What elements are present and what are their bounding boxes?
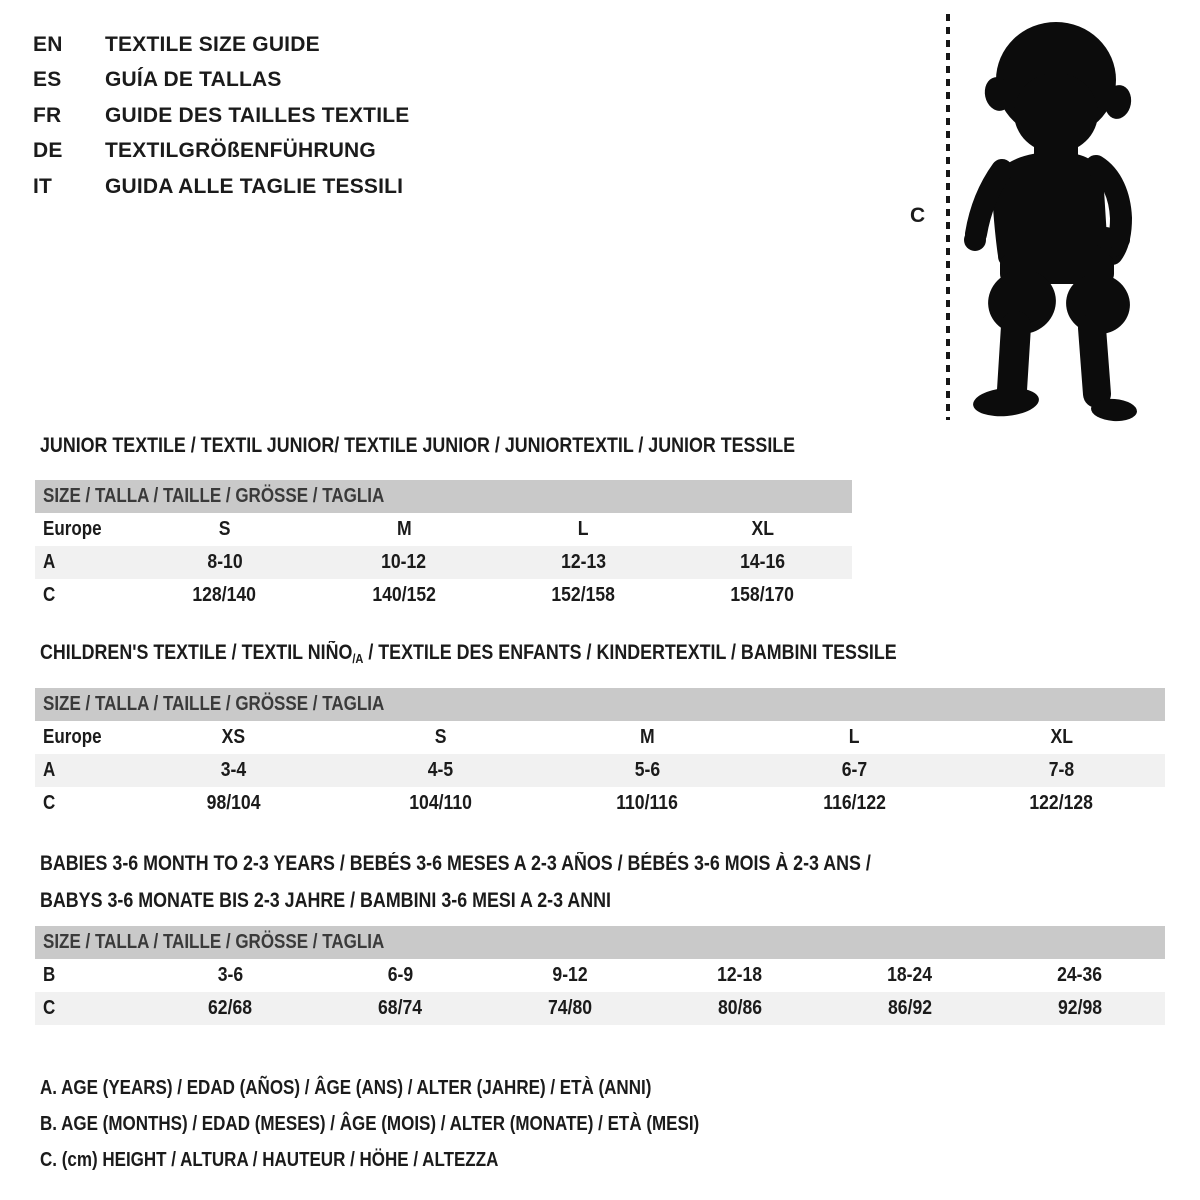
size-cell: M	[396, 518, 412, 540]
legend-line-b: B. AGE (MONTHS) / EDAD (MESES) / ÂGE (MOIS) / ALTER (MONATE) / ETÀ (MESI)	[40, 1113, 700, 1135]
babies-title-line2: BABYS 3-6 MONATE BIS 2-3 JAHRE / BAMBINI 3-6 MESI A 2-3 ANNI	[40, 888, 611, 912]
language-row	[33, 169, 409, 205]
row-label-cell: C	[43, 792, 56, 814]
size-header-label: SIZE / TALLA / TAILLE / GRÖSSE / TAGLIA	[43, 693, 385, 715]
row-label-cell: A	[43, 759, 56, 781]
size-cell: 4-5	[427, 759, 454, 781]
toddler-silhouette	[958, 10, 1142, 422]
table-row	[35, 721, 1165, 754]
nino-a-subscript: /A	[352, 651, 364, 666]
size-cell: 80/86	[717, 997, 763, 1019]
size-cell: 116/122	[823, 792, 886, 814]
size-cell: L	[577, 518, 589, 540]
size-cell: 9-12	[552, 964, 588, 986]
size-header-bar	[35, 688, 1165, 721]
language-code: EN	[33, 32, 63, 56]
table-row	[35, 787, 1165, 820]
size-cell: 3-6	[217, 964, 243, 986]
language-code: DE	[33, 139, 63, 163]
babies-size-table	[35, 926, 1165, 1025]
babies-section-title	[40, 846, 1018, 919]
language-row	[33, 134, 409, 170]
size-cell: 6-9	[387, 964, 413, 986]
size-cell: 152/158	[551, 584, 615, 606]
size-cell: 12-18	[717, 964, 763, 986]
size-cell: XL	[751, 518, 774, 540]
size-cell: 12-13	[560, 551, 606, 573]
size-cell: 7-8	[1048, 759, 1075, 781]
size-header-label: SIZE / TALLA / TAILLE / GRÖSSE / TAGLIA	[43, 931, 385, 953]
table-row	[35, 579, 852, 612]
size-cell: 104/110	[409, 792, 472, 814]
size-cell: S	[434, 726, 447, 748]
size-cell: 62/68	[207, 997, 253, 1019]
height-measure-dashed-line	[946, 14, 950, 420]
language-title: TEXTILE SIZE GUIDE	[105, 32, 320, 56]
size-cell: XS	[221, 726, 246, 748]
language-title: GUÍA DE TALLAS	[105, 68, 282, 92]
size-cell: S	[218, 518, 231, 540]
size-cell: 86/92	[887, 997, 933, 1019]
size-header-label: SIZE / TALLA / TAILLE / GRÖSSE / TAGLIA	[43, 485, 385, 507]
size-cell: 110/116	[616, 792, 679, 814]
language-code: IT	[33, 174, 53, 198]
row-label-cell: C	[43, 997, 56, 1019]
size-cell: 92/98	[1057, 997, 1103, 1019]
table-row	[35, 992, 1165, 1025]
table-row	[35, 546, 852, 579]
language-row	[33, 98, 409, 134]
children-size-table	[35, 688, 1165, 820]
legend-line-a: A. AGE (YEARS) / EDAD (AÑOS) / ÂGE (ANS) / ALTER (JAHRE) / ETÀ (ANNI)	[40, 1077, 652, 1099]
size-cell: 98/104	[206, 792, 261, 814]
children-section-title	[40, 641, 1048, 666]
language-row	[33, 63, 409, 99]
table-row	[35, 959, 1165, 992]
size-cell: 24-36	[1057, 964, 1103, 986]
measure-legend	[40, 1070, 816, 1178]
size-cell: 158/170	[730, 584, 795, 606]
size-cell: XL	[1050, 726, 1073, 748]
junior-title-text: JUNIOR TEXTILE / TEXTIL JUNIOR/ TEXTILE JUNIOR / JUNIORTEXTIL / JUNIOR TESSILE	[40, 434, 796, 457]
size-cell: 74/80	[547, 997, 593, 1019]
size-header-bar	[35, 480, 852, 513]
size-cell: 122/128	[1029, 792, 1094, 814]
table-row	[35, 513, 852, 546]
size-cell: 18-24	[887, 964, 933, 986]
language-row	[33, 27, 409, 63]
size-cell: 140/152	[372, 584, 436, 606]
language-title-list	[33, 27, 409, 205]
language-code: FR	[33, 103, 62, 127]
babies-title-line1: BABIES 3-6 MONTH TO 2-3 YEARS / BEBÉS 3-6 MESES A 2-3 AÑOS / BÉBÉS 3-6 MOIS À 2-3 ANS /	[40, 852, 871, 875]
size-header-bar	[35, 926, 1165, 959]
language-title: TEXTILGRÖßENFÜHRUNG	[105, 139, 376, 163]
size-cell: M	[640, 726, 655, 748]
row-label-cell: Europe	[43, 726, 102, 748]
row-label-cell: B	[43, 964, 56, 986]
size-cell: 14-16	[739, 551, 785, 573]
measure-c-label: C	[910, 204, 926, 227]
children-title-text: CHILDREN'S TEXTILE / TEXTIL NIÑO/A / TEXTILE DES ENFANTS / KINDERTEXTIL / BAMBINI TESSILE	[40, 641, 897, 666]
size-cell: L	[849, 726, 860, 748]
language-code: ES	[33, 68, 62, 92]
size-cell: 5-6	[634, 759, 661, 781]
size-cell: 68/74	[377, 997, 423, 1019]
junior-size-table	[35, 480, 852, 612]
legend-line-c: C. (cm) HEIGHT / ALTURA / HAUTEUR / HÖHE / ALTEZZA	[40, 1149, 499, 1171]
language-title: GUIDE DES TAILLES TEXTILE	[105, 103, 410, 127]
size-cell: 3-4	[220, 759, 247, 781]
size-cell: 128/140	[192, 584, 257, 606]
size-cell: 10-12	[381, 551, 427, 573]
language-title: GUIDA ALLE TAGLIE TESSILI	[105, 174, 404, 198]
size-cell: 8-10	[207, 551, 243, 573]
junior-section-title	[40, 434, 928, 458]
row-label-cell: C	[43, 584, 56, 606]
table-row	[35, 754, 1165, 787]
row-label-cell: Europe	[43, 518, 102, 540]
row-label-cell: A	[43, 551, 56, 573]
size-cell: 6-7	[841, 759, 868, 781]
